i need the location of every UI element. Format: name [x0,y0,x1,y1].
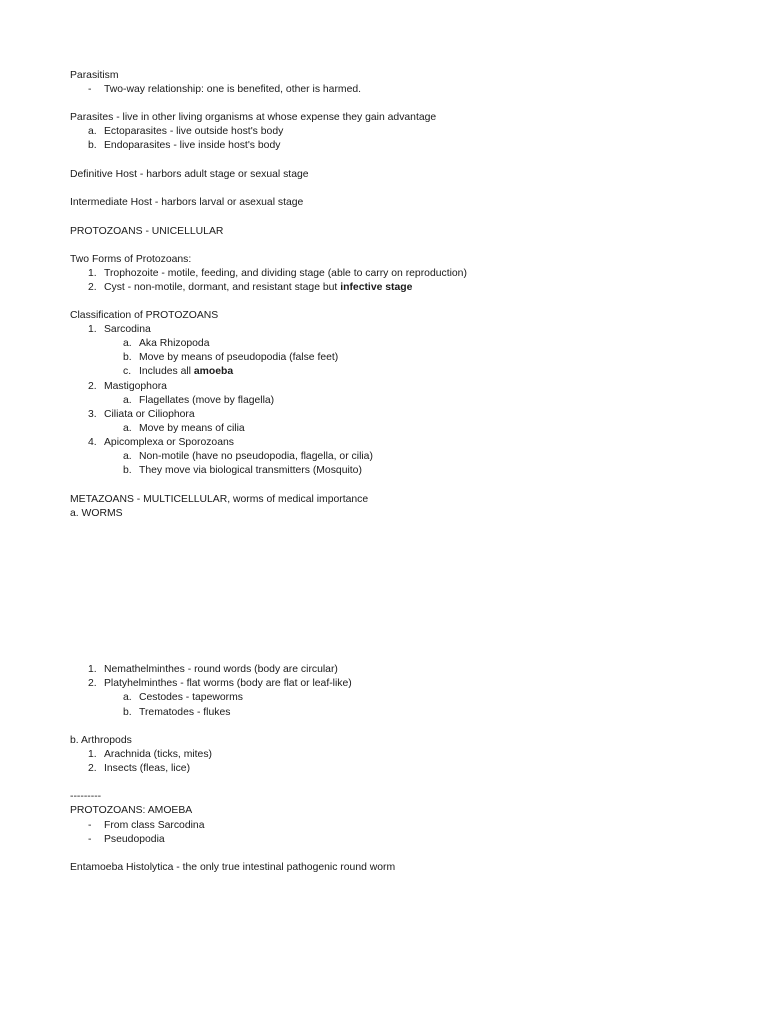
definitive-host-line: Definitive Host - harbors adult stage or sexual stage [70,169,309,180]
list-marker: 1. [88,664,97,675]
group-ciliata: Ciliata or Ciliophora [104,409,195,420]
entamoeba-line: Entamoeba Histolytica - the only true intestinal pathogenic round worm [70,862,396,873]
bullet-marker: - [88,820,92,831]
list-marker: 1. [88,749,97,760]
divider: --------- [70,791,102,802]
list-marker: 1. [88,268,97,279]
list-marker: 4. [88,437,97,448]
bullet-marker: - [88,84,92,95]
list-item-cyst [104,281,412,294]
sub-item: Cestodes - tapeworms [139,692,243,703]
list-marker: 1. [88,324,97,335]
sub-item: Flagellates (move by flagella) [139,395,275,406]
group-apicomplexa: Apicomplexa or Sporozoans [104,437,234,448]
list-item-endoparasites: Endoparasites - live inside host's body [104,140,281,151]
list-marker: b. [123,707,132,718]
list-marker: a. [123,451,132,462]
list-marker: a. [123,692,132,703]
list-item-trophozoite: Trophozoite - motile, feeding, and dividing stage (able to carry on reproduction) [104,268,467,279]
cyst-text: Cyst - non-motile, dormant, and resistant stage but [104,282,341,293]
amoeba-text: Includes all [139,366,194,377]
amoeba-point: From class Sarcodina [104,820,205,831]
heading-parasitism: Parasitism [70,70,119,81]
cyst-bold-text: infective stage [340,282,413,293]
heading-amoeba: PROTOZOANS: AMOEBA [70,805,193,816]
sub-item: Trematodes - flukes [139,707,231,718]
sub-item: Move by means of cilia [139,423,245,434]
group-mastigophora: Mastigophora [104,381,167,392]
list-item-insects: Insects (fleas, lice) [104,763,191,774]
list-marker: c. [123,366,132,377]
intermediate-host-line: Intermediate Host - harbors larval or asexual stage [70,197,304,208]
arthropods-label: b. Arthropods [70,735,132,746]
list-item-ectoparasites: Ectoparasites - live outside host's body [104,126,284,137]
list-marker: 2. [88,282,97,293]
sub-item [139,365,233,378]
sub-item: They move via biological transmitters (Mosquito) [139,465,362,476]
amoeba-point: Pseudopodia [104,834,165,845]
list-marker: b. [123,465,132,476]
list-item-platyhelminthes: Platyhelminthes - flat worms (body are flat or leaf-like) [104,678,352,689]
parasitism-point: Two-way relationship: one is benefited, other is harmed. [104,84,362,95]
classification-title: Classification of PROTOZOANS [70,310,219,321]
worms-label: a. WORMS [70,508,123,519]
group-sarcodina: Sarcodina [104,324,151,335]
list-marker: a. [123,338,132,349]
bullet-marker: - [88,834,92,845]
list-marker: 2. [88,678,97,689]
sub-item: Aka Rhizopoda [139,338,210,349]
parasites-definition: Parasites - live in other living organisms at whose expense they gain advantage [70,112,437,123]
list-marker: b. [123,352,132,363]
list-item-arachnida: Arachnida (ticks, mites) [104,749,212,760]
list-marker: a. [88,126,97,137]
list-item-nemathelminthes: Nemathelminthes - round words (body are circular) [104,664,338,675]
list-marker: 2. [88,381,97,392]
list-marker: 2. [88,763,97,774]
sub-item: Non-motile (have no pseudopodia, flagella, or cilia) [139,451,373,462]
list-marker: 3. [88,409,97,420]
amoeba-bold-text: amoeba [193,366,234,377]
list-marker: b. [88,140,97,151]
list-marker: a. [123,423,132,434]
heading-protozoans: PROTOZOANS - UNICELLULAR [70,226,224,237]
sub-item: Move by means of pseudopodia (false feet) [139,352,339,363]
heading-metazoans: METAZOANS - MULTICELLULAR, worms of medical importance [70,494,369,505]
two-forms-title: Two Forms of Protozoans: [70,254,192,265]
list-marker: a. [123,395,132,406]
